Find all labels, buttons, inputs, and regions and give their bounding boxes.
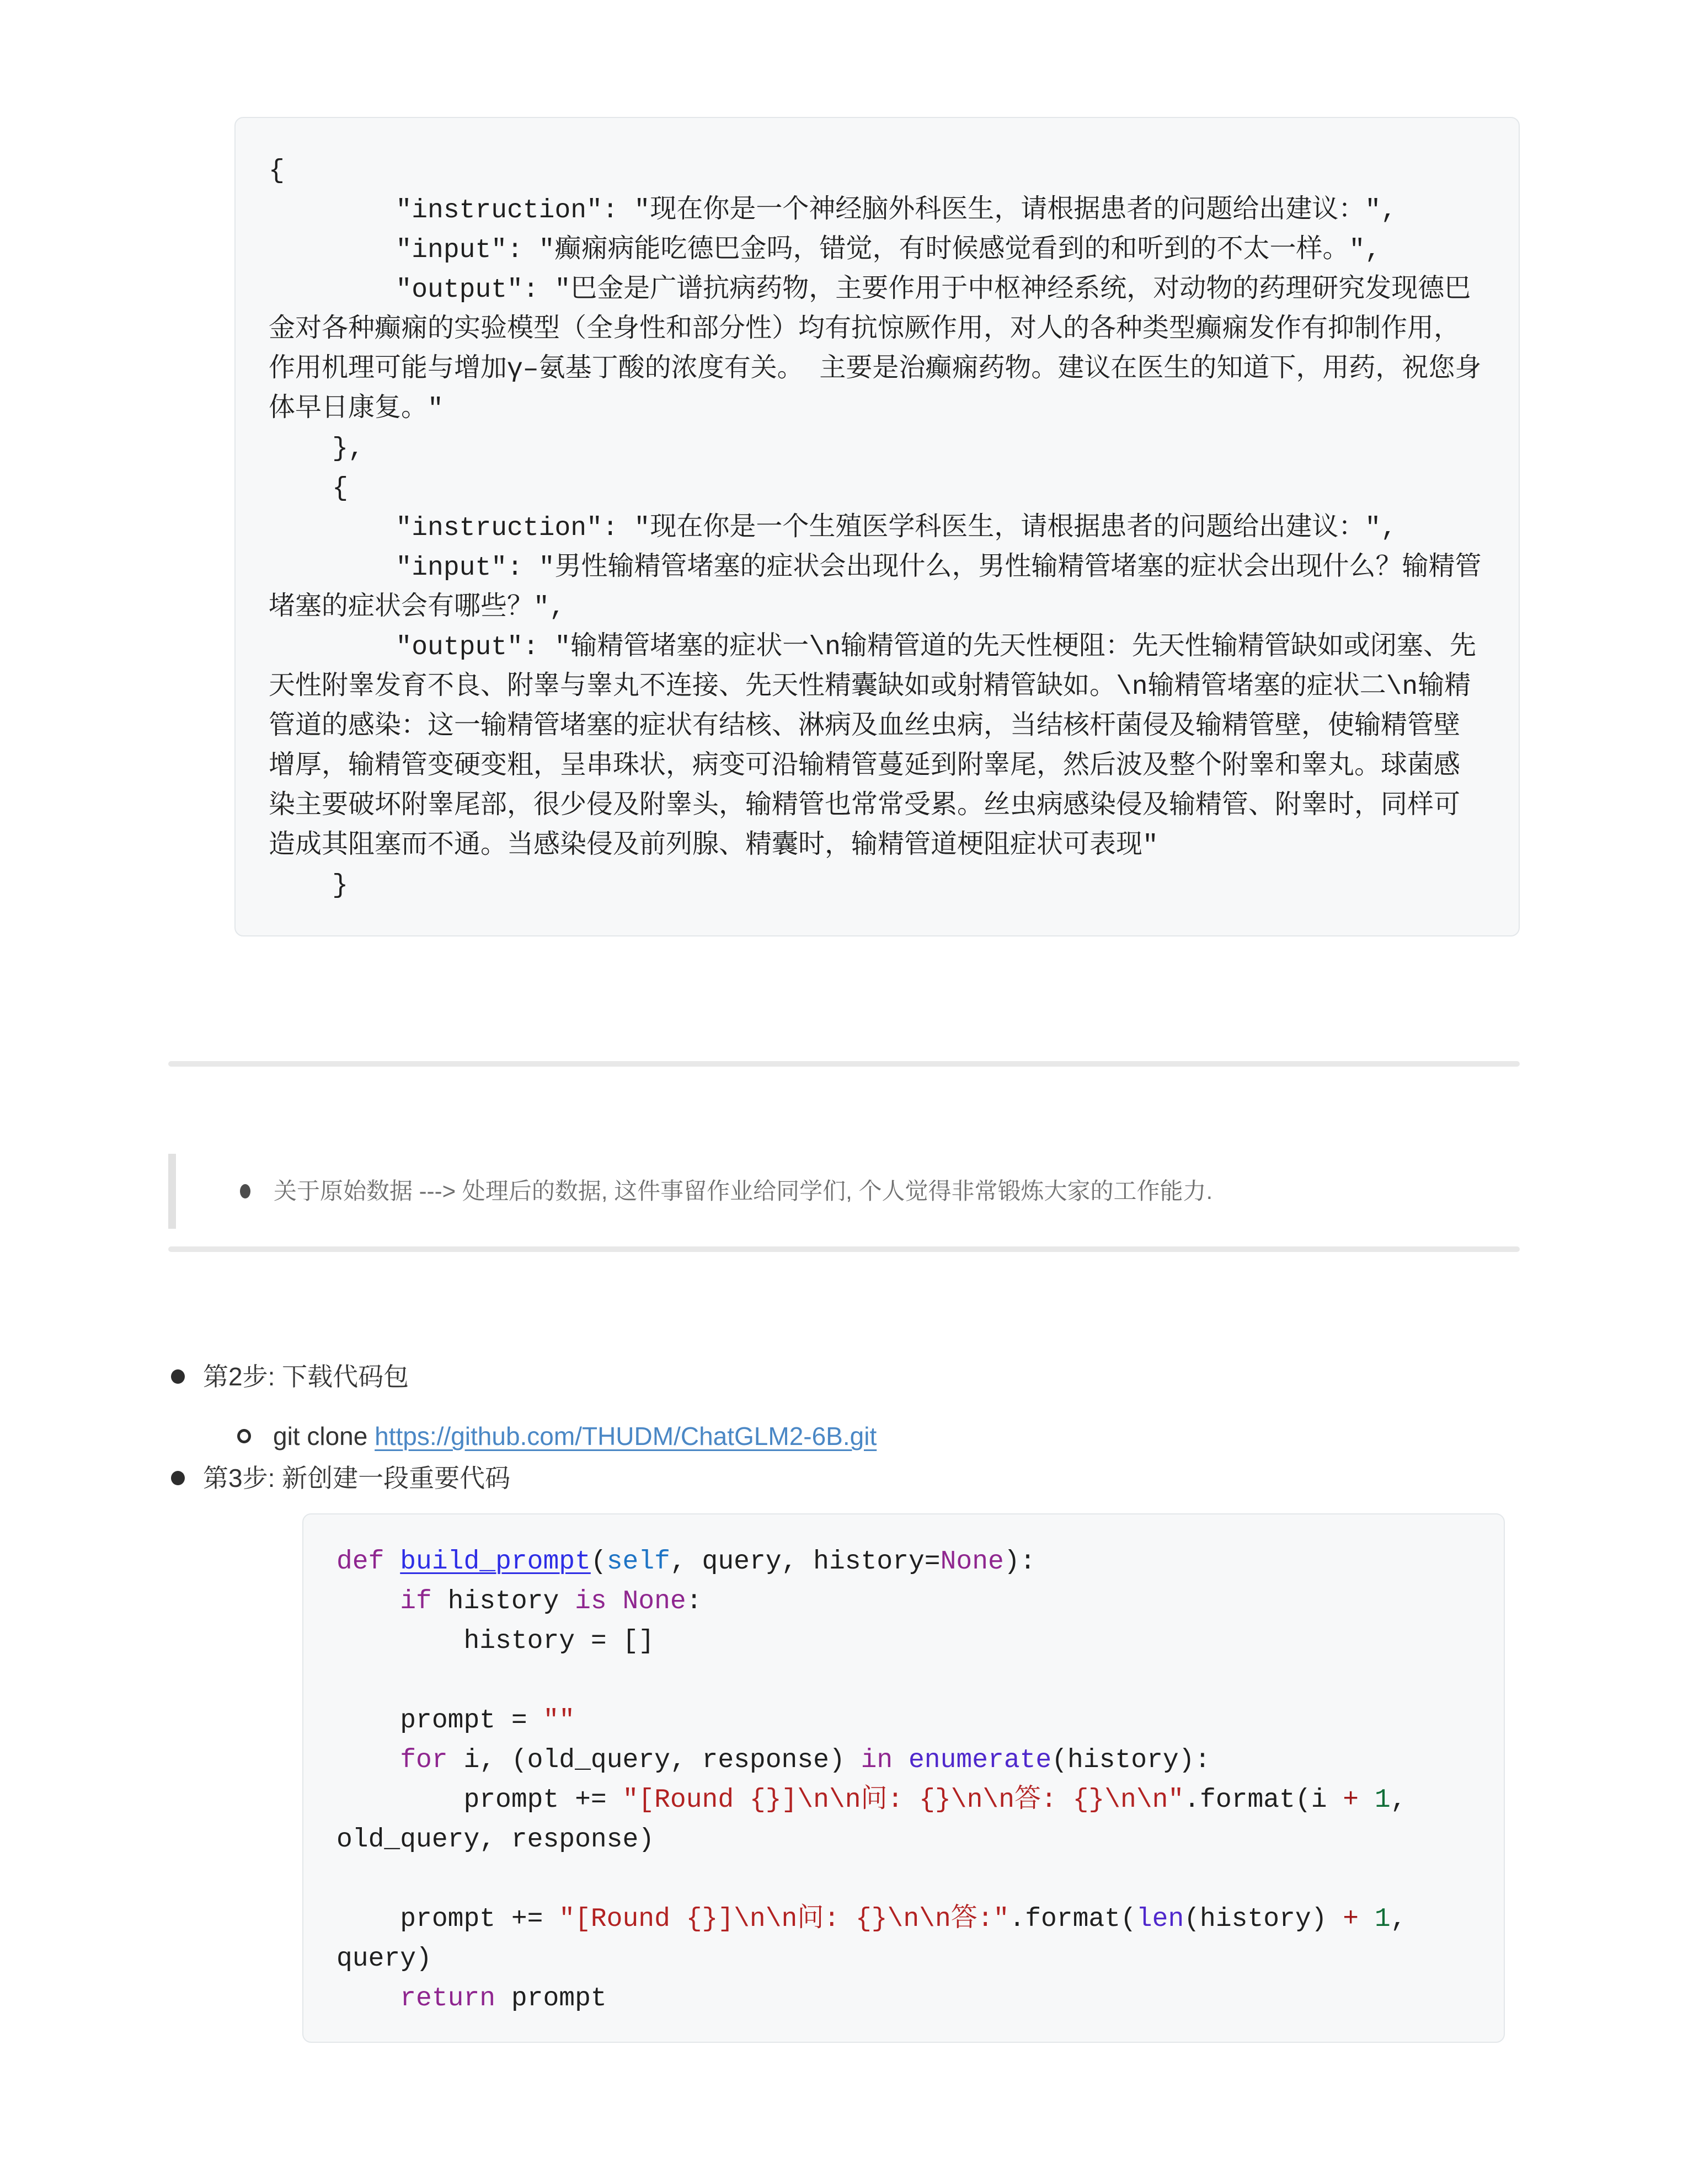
list-item-git-clone (231, 1418, 1520, 1454)
code-line: prompt += "[Round {}]\n\n问: {}\n\n答:".format(len(history) + 1, query) (336, 1904, 1423, 1974)
steps-list (168, 1358, 1520, 1496)
blockquote (168, 1154, 1520, 1229)
bullet-dot-icon (171, 1471, 185, 1485)
code-line: if history is None: (400, 1587, 702, 1616)
code-line: history = [] (336, 1626, 655, 1656)
code-line: prompt = "" (336, 1706, 575, 1736)
step3-label: 第3步: 新创建一段重要代码 (203, 1464, 511, 1492)
bullet-dot-icon (171, 1369, 185, 1384)
code-line: def build_prompt(self, query, history=None): (336, 1547, 1036, 1577)
code-line: "output": "输精管堵塞的症状一\n输精管道的先天性梗阻：先天性输精管缺如或闭塞、先天性附睾发育不良、附睾与睾丸不连接、先天性精囊缺如或射精管缺如。\n输精管堵塞的症状二\n输精管道的感染：这一输精管堵塞的症状有结核、淋病及血丝虫病，当结核杆菌侵及输精管壁，使输精管壁增厚，输精管变硬变粗，呈串珠状，病变可沿输精管蔓延到附睾尾，然后波及整个附睾和睾丸。球菌感染主要破坏附睾尾部，很少侵及附睾头，输精管也常常受累。丝虫病感染侵及输精管、附睾时，同样可造成其阻塞而不通。当感染侵及前列腺、精囊时，输精管道梗阻症状可表现" (269, 633, 1476, 861)
code-line: }, (269, 434, 364, 464)
code-line: { (269, 156, 285, 186)
list-item-step3 (168, 1460, 1520, 1496)
quote-list-item (240, 1174, 1503, 1209)
code-line: "input": "男性输精管堵塞的症状会出现什么，男性输精管堵塞的症状会出现什么？输精管堵塞的症状会有哪些？", (269, 553, 1482, 623)
quote-text: 关于原始数据 ---> 处理后的数据, 这件事留作业给同学们, 个人觉得非常锻炼大家的工作能力. (274, 1178, 1213, 1204)
code-line: { (269, 474, 349, 504)
code-line (336, 1661, 1471, 1701)
circle-bullet-icon (237, 1429, 251, 1443)
horizontal-rule (168, 1061, 1520, 1067)
code-line: } (269, 871, 349, 901)
bullet-dot-icon (240, 1184, 250, 1198)
code-line: "input": "癫痫病能吃德巴金吗，错觉，有时候感觉看到的和听到的不太一样。", (269, 235, 1381, 265)
git-clone-text (273, 1418, 877, 1454)
list-item-step2 (168, 1358, 1520, 1395)
code-line (336, 1860, 1471, 1899)
code-line: "output": "巴金是广谱抗病药物，主要作用于中枢神经系统，对动物的药理研究发现德巴金对各种癫痫的实验模型（全身性和部分性）均有抗惊厥作用，对人的各种类型癫痫发作有抑制作用，作用机理可能与增加γ–氨基丁酸的浓度有关。 主要是治癫痫药物。建议在医生的知道下，用药，祝您身体早日康复。" (269, 275, 1482, 424)
code-line: "instruction": "现在你是一个生殖医学科医生，请根据患者的问题给出建议：", (269, 513, 1397, 543)
step2-label: 第2步: 下载代码包 (203, 1362, 409, 1391)
code-line: "instruction": "现在你是一个神经脑外科医生，请根据患者的问题给出建议：", (269, 196, 1397, 226)
code-line: prompt += "[Round {}]\n\n问: {}\n\n答: {}\n\n".format(i + 1, old_query, response) (336, 1785, 1423, 1855)
github-repo-link[interactable]: https://github.com/THUDM/ChatGLM2-6B.git (375, 1422, 877, 1450)
code-line: return prompt (400, 1984, 607, 2014)
python-code-block (302, 1513, 1505, 2043)
code-line: for i, (old_query, response) in enumerate(history): (400, 1746, 1211, 1775)
git-clone-prefix: git clone (273, 1422, 375, 1450)
horizontal-rule (168, 1246, 1520, 1252)
json-data-code-block (234, 117, 1520, 936)
